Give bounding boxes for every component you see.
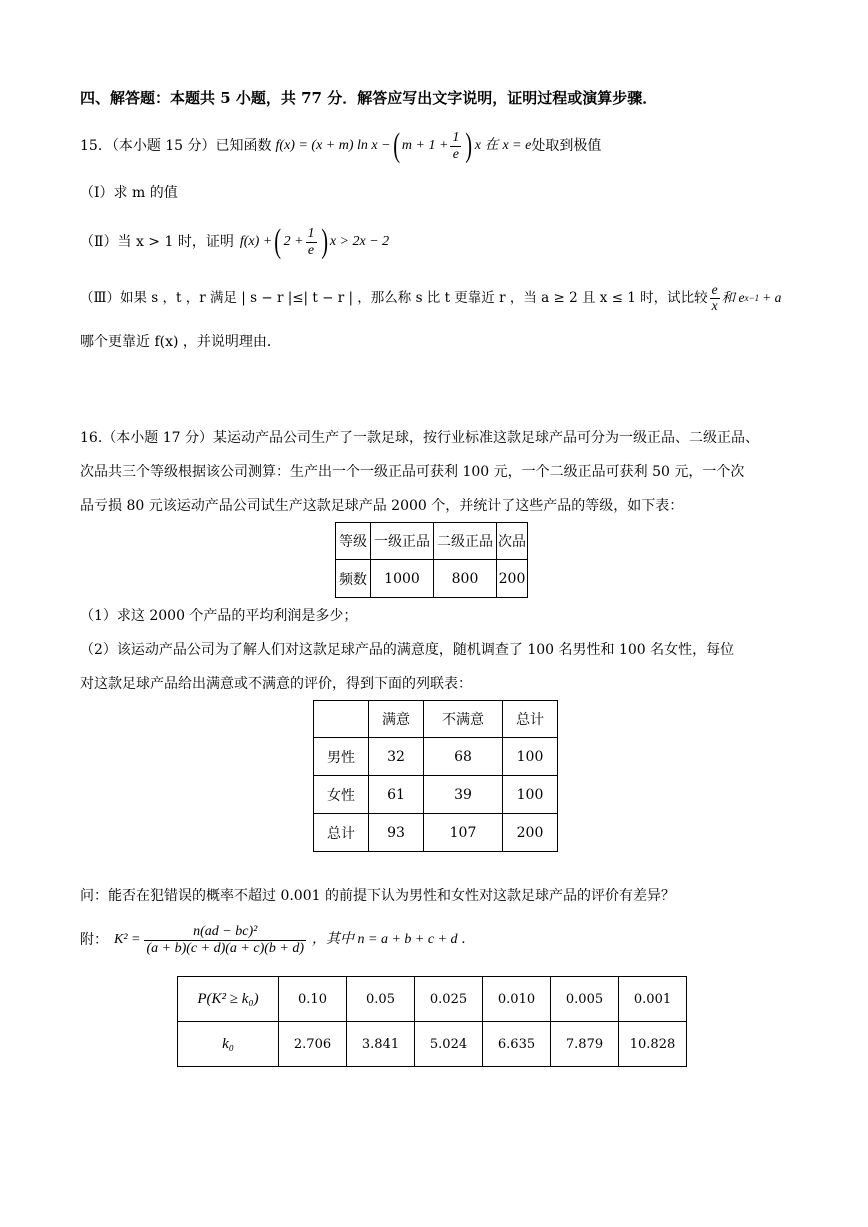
contingency-table [313,700,558,852]
q16-appendix [80,918,475,962]
contingency-cell: 女性 [314,776,369,814]
contingency-cell: 107 [424,814,503,852]
q15-part2-lhs: f(x) + [239,234,273,249]
q15-part3-frac-den: x [711,297,718,313]
contingency-cell: 总计 [503,701,558,738]
q16-k2-num: n(ad − bc)² [144,924,306,940]
contingency-cell: 68 [424,738,503,776]
grade-table-cell: 频数 [336,560,371,598]
grade-table-cell: 1000 [371,560,434,598]
k-table-cell: 6.635 [483,1022,551,1067]
q15-part3 [80,280,781,316]
q15-part2-frac-num: 1 [307,226,315,242]
q16-appendix-label: 附： [80,932,108,948]
q15-part2-paren-close: ) [320,223,328,260]
q15-part3-frac [710,283,720,314]
k-table-cell: 0.10 [279,977,347,1022]
grade-table-cell: 800 [434,560,497,598]
q15-paren-open: ( [392,127,400,164]
q15-part2-paren-open: ( [274,223,282,260]
contingency-cell: 32 [369,738,424,776]
k-table-row-k [178,1022,687,1067]
k-table-cell: 0.001 [619,977,687,1022]
contingency-cell: 不满意 [424,701,503,738]
contingency-cell: 100 [503,738,558,776]
q15-frac [450,130,461,162]
k-table-cell: 5.024 [415,1022,483,1067]
q16-part2-line1: （2）该运动产品公司为了解人们对这款足球产品的满意度，随机调查了 100 名男性和 100 名女性，每位 [80,642,735,658]
k-table-cell: 7.879 [551,1022,619,1067]
contingency-row [314,776,558,814]
q15-part2-frac-den: e [307,242,315,258]
k-table-cell: 10.828 [619,1022,687,1067]
q16-part1: （1）求这 2000 个产品的平均利润是多少； [80,608,358,624]
q15-paren-inner: m + 1 + [401,138,449,153]
q15-part2 [80,222,389,262]
contingency-cell: 93 [369,814,424,852]
k-table-cell: 0.010 [483,977,551,1022]
q15-func-lhs: f(x) = (x + m) ln x − [275,138,391,153]
k-table-cell: 0.05 [347,977,415,1022]
grade-table-cell: 次品 [497,523,528,560]
k-table-cell: 2.706 [279,1022,347,1067]
q15-part2-frac [306,226,317,258]
q15-part1: （Ⅰ）求 m 的值 [80,185,178,201]
q16-k2-lhs: K² = [114,932,141,947]
contingency-cell: 61 [369,776,424,814]
q15-intro-suffix: 处取到极值 [531,138,602,154]
k-table-cell: 3.841 [347,1022,415,1067]
q15-part2-rhs: x > 2x − 2 [329,234,390,249]
grade-table-cell: 一级正品 [371,523,434,560]
grade-table-cell: 200 [497,560,528,598]
k-table-cell: 0.025 [415,977,483,1022]
contingency-cell: 200 [503,814,558,852]
q15-part3-mid: 和 e [721,290,745,305]
contingency-cell: 100 [503,776,558,814]
contingency-row [314,814,558,852]
grade-table-cell: 二级正品 [434,523,497,560]
q15-intro [80,127,602,164]
q16-k2-where: ，其中 n = a + b + c + d ． [312,932,476,947]
q15-frac-num: 1 [452,130,460,146]
q16-line1: 16.（本小题 17 分）某运动产品公司生产了一款足球，按行业标准这款足球产品可分为一级正品、二级正品、 [80,430,759,446]
grade-table-header-row [336,523,528,560]
k-table [177,976,687,1067]
q16-line2: 次品共三个等级根据该公司测算：生产出一个一级正品可获利 100 元，一个二级正品可获利 50 元，一个次 [80,464,745,480]
q15-part3-text: （Ⅲ）如果 s ，t ，r 满足 | s − r |≤| t − r | ，那么称 s 比 t 更靠近 r ，当 a ≥ 2 且 x ≤ 1 时，试比较 [80,290,708,306]
k-table-row-p [178,977,687,1022]
grade-table-cell: 等级 [336,523,371,560]
q16-k2-frac [144,924,306,956]
contingency-cell [314,701,369,738]
q15-part3-line2: 哪个更靠近 f(x) ，并说明理由． [80,334,281,350]
k-table-label: k₀ [178,1022,279,1067]
grade-table-row [336,560,528,598]
q16-part2-line2: 对这款足球产品给出满意或不满意的评价，得到下面的列联表： [80,676,472,692]
contingency-row [314,738,558,776]
contingency-cell: 39 [424,776,503,814]
q15-intro-prefix: 15．（本小题 15 分）已知函数 [80,138,272,154]
grade-table [335,522,528,598]
q15-cond: x = e [502,138,532,153]
q15-after-paren: x 在 [474,138,499,153]
k-table-label: P(K² ≥ k₀) [178,977,279,1022]
q15-part3-frac-num: e [711,281,718,297]
contingency-cell: 男性 [314,738,369,776]
q15-part2-prefix: （Ⅱ）当 x > 1 时，证明 [80,234,234,250]
q15-paren-close: ) [465,127,473,164]
q16-k2-den: (a + b)(c + d)(a + c)(b + d) [146,940,304,956]
q15-part3-sup: x−1 [744,293,760,303]
q15-part2-inner: 2 + [283,234,304,249]
k-table-cell: 0.005 [551,977,619,1022]
contingency-header-row [314,701,558,738]
section-heading: 四、解答题：本题共 5 小题，共 77 分．解答应写出文字说明，证明过程或演算步骤． [80,89,658,107]
q16-line3: 品亏损 80 元该运动产品公司试生产这款足球产品 2000 个，并统计了这些产品的等级，如下表： [80,498,684,514]
contingency-cell: 满意 [369,701,424,738]
q15-frac-den: e [452,146,460,162]
q15-part3-end: + a [762,290,782,305]
q16-question: 问：能否在犯错误的概率不超过 0.001 的前提下认为男性和女性对这款足球产品的评价有差异？ [80,888,675,904]
contingency-cell: 总计 [314,814,369,852]
